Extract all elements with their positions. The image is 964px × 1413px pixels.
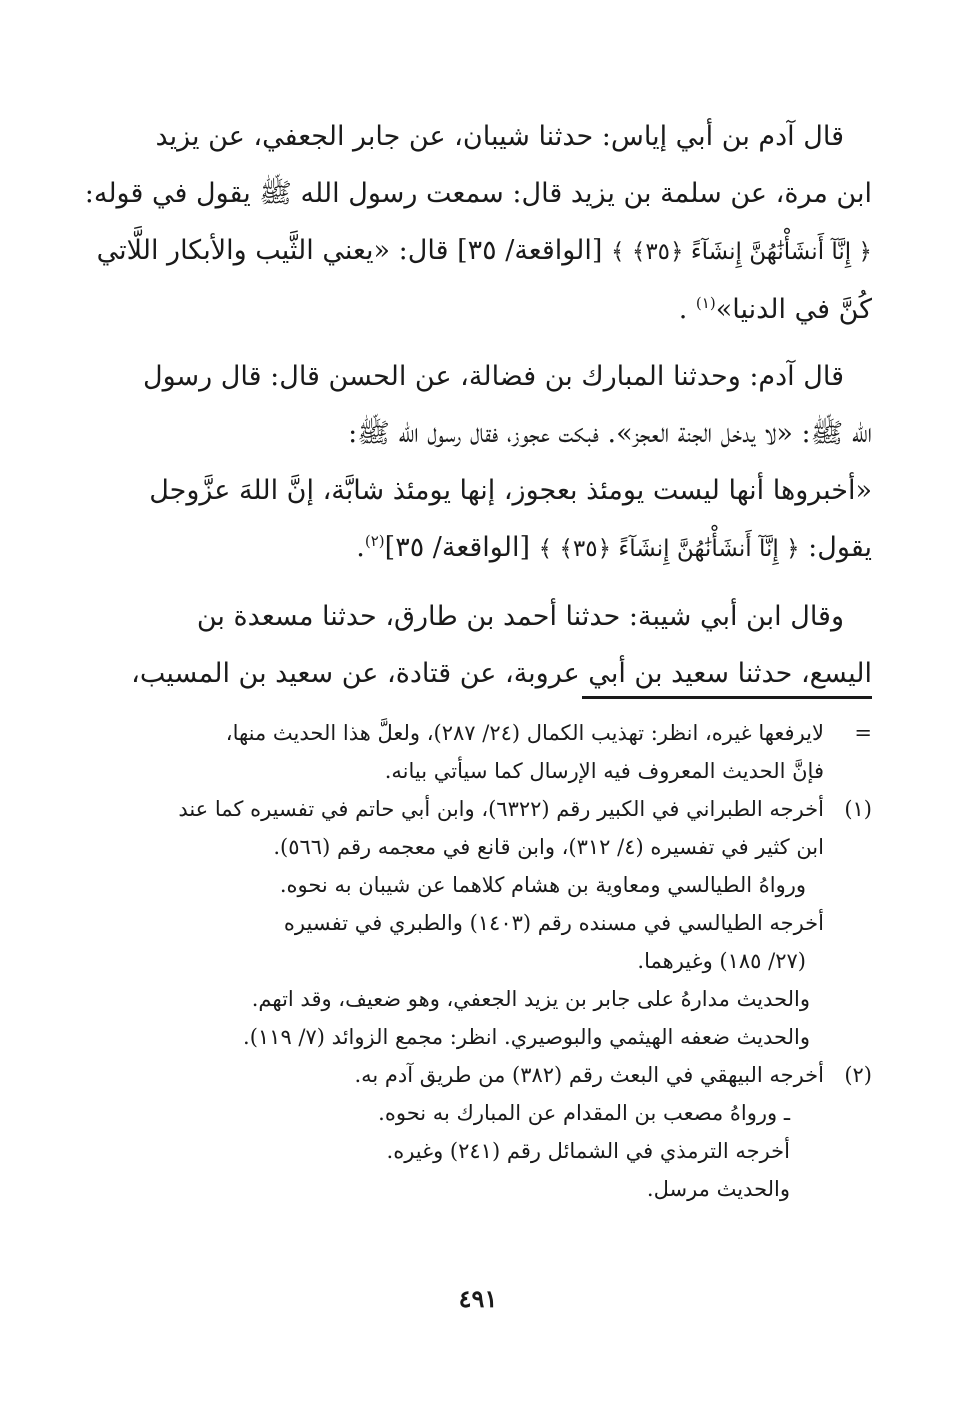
- footnote-ref-1[interactable]: (١): [695, 294, 716, 312]
- book-page: [84, 0, 872, 1413]
- text-line: اليسع، حدثنا سعيد بن أبي عروبة، عن قتادة، عن سعيد بن المسيب،: [131, 658, 872, 689]
- text-segment: .: [356, 532, 365, 563]
- footnote-line: فإنَّ الحديث المعروف فيه الإرسال كما سيأتي بيانه.: [384, 759, 824, 783]
- text-line: ابن مرة، عن سلمة بن يزيد قال: سمعت رسول الله ﷺ يقول في قوله:: [84, 178, 872, 209]
- footnote-line: والحديث مرسل.: [646, 1177, 790, 1201]
- footnote-line: لايرفعها غيره، انظر: تهذيب الكمال (٢٤/ ٢٨٧)، ولعلَّ هذا الحديث منها،: [225, 721, 824, 745]
- footnote-body: [84, 790, 824, 1056]
- text-line: قال آدم بن أبي إياس: حدثنا شيبان، عن جابر الجعفي، عن يزيد: [155, 121, 844, 152]
- text-segment: .: [678, 294, 688, 325]
- footnote-separator: [582, 696, 872, 699]
- footnote-line: ابن كثير في تفسيره (٤/ ٣١٢)، وابن قانع في معجمه رقم (٥٦٦).: [273, 835, 824, 859]
- text-line: قال آدم: وحدثنا المبارك بن فضالة، عن الحسن قال: قال رسول: [142, 361, 844, 392]
- footnote-line: أخرجه الطيالسي في مسنده رقم (١٤٠٣) والطبري في تفسيره: [283, 911, 824, 935]
- footnote-marker: (١): [844, 797, 872, 821]
- footnote-ref-2[interactable]: (٢): [364, 532, 385, 550]
- footnote-marker: (٢): [844, 1063, 872, 1087]
- footnote-continuation: [84, 714, 872, 790]
- quran-verse: ﴿ إِنَّآ أَنشَأْنَٰهُنَّ إِنشَآءً ﴿٣٥﴾ ﴾: [538, 536, 800, 562]
- text-line: [84, 519, 872, 578]
- verse-reference: [الواقعة/ ٣٥]: [384, 532, 531, 563]
- footnote-line: (٢٧/ ١٨٥) وغيرهما.: [637, 949, 806, 973]
- text-line: [84, 281, 872, 338]
- text-segment: يقول:: [808, 532, 872, 563]
- footnote-1: [84, 790, 872, 1056]
- footnote-line: ورواهُ الطيالسي ومعاوية بن هشام كلاهما عن شيبان به نحوه.: [279, 873, 806, 897]
- page-number: ٤٩١: [458, 1284, 498, 1313]
- footnote-body: [84, 714, 824, 790]
- footnote-2: [84, 1056, 872, 1208]
- footnotes: [84, 714, 872, 1208]
- paragraph-1: [84, 108, 872, 338]
- footnote-line: أخرجه البيهقي في البعث رقم (٣٨٢) من طريق آدم به.: [354, 1063, 824, 1087]
- footnote-marker: =: [854, 721, 872, 745]
- text-line: [84, 222, 872, 281]
- text-segment: كُنَّ في الدنيا»: [715, 294, 872, 325]
- footnote-line: والحديث مدارهُ على جابر بن يزيد الجعفي، وهو ضعيف، وقد اتهم.: [251, 987, 810, 1011]
- footnote-line: أخرجه الطبراني في الكبير رقم (٦٣٢٢)، وابن أبي حاتم في تفسيره كما عند: [178, 797, 824, 821]
- footnote-line: أخرجه الترمذي في الشمائل رقم (٢٤١) وغيره.: [386, 1139, 790, 1163]
- text-line: وقال ابن أبي شيبة: حدثنا أحمد بن طارق، حدثنا مسعدة بن: [196, 601, 844, 632]
- paragraph-3: [84, 588, 872, 702]
- verse-reference: [الواقعة/ ٣٥] قال: «يعني الثَّيب والأبكار اللَّاتي: [96, 235, 603, 266]
- paragraph-2: [84, 348, 872, 578]
- main-text: [84, 108, 872, 702]
- text-line: الله ﷺ: «لا يدخل الجنة العجز». فبكت عجوز، فقال رسول الله ﷺ:: [348, 418, 872, 449]
- footnote-body: [84, 1056, 824, 1208]
- text-line: «أخبروها أنها ليست يومئذ بعجوز، إنها يومئذ شابَّة، إنَّ اللهَ عزَّوجل: [149, 475, 872, 506]
- quran-verse: ﴿ إِنَّآ أَنشَأْنَٰهُنَّ إِنشَآءً ﴿٣٥﴾ ﴾: [611, 239, 872, 265]
- footnote-line: والحديث ضعفه الهيثمي والبوصيري. انظر: مجمع الزوائد (٧/ ١١٩).: [243, 1025, 810, 1049]
- footnote-line: ـ ورواهُ مصعب بن المقدام عن المبارك به نحوه.: [378, 1101, 790, 1125]
